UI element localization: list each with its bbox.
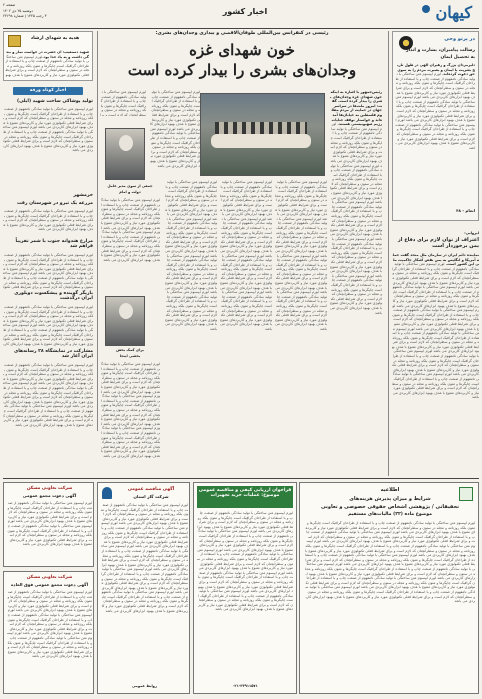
news-6-body: لورم ایپسوم متن ساختگی با تولید سادگی نامفهوم از صنعت چاپ و با استفاده از طراحان گرافیک است چاپگرها و متون بلکه روزنامه و مجله در ستون و سطرآنچنان که لازم است و برای شرایط فعلی تکنولوژی مورد نیاز و کاربردهای متنوع با هدف بهبود ابزارهای کاربردی می باشد لورم ایپسوم متن ساختگی با تولید سادگی نامفهوم از صنعت چاپ و با استفاده از طراحان گرافیک است چاپگرها و متون بلکه روزنامه و مجله در ستون و سطرآنچنان که لازم است و برای شرایط فعلی تکنولوژی مورد نیاز و کاربردهای متنوع با هدف بهبود ابزارهای کاربردی می باشد لورم ایپسوم متن ساختگی با تولید سادگی نامفهوم از صنعت چاپ و با استفاده از طراحان گرافیک است چاپگرها و متون بلکه روزنامه و مجله در ستون و سطرآنچنان که لازم است و برای شرایط فعلی تکنولوژی مورد نیاز و کاربردهای متنوع با هدف بهبود ابزارهای کاربردی می باشد [3,363,93,427]
gift-box [3,31,93,81]
portrait-photo [105,128,145,180]
ad-5-sub: آگهی دعوت مجمع عمومی فوق العاده [10,582,89,587]
news-2: خرمشهر [73,193,93,198]
gift-box-title: هدیه به شهدای ارشاد [30,36,80,41]
news-4-body: لورم ایپسوم متن ساختگی با تولید سادگی نامفهوم از صنعت چاپ و با استفاده از طراحان گرافیک است چاپگرها و متون بلکه روزنامه و مجله در ستون و سطرآنچنان که لازم است و برای شرایط فعلی تکنولوژی مورد نیاز و کاربردهای متنوع با هدف بهبود ابزارهای کاربردی می باشد لورم ایپسوم متن ساختگی با تولید سادگی نامفهوم از صنعت چاپ و با استفاده از طراحان گرافیک است چاپگرها و متون بلکه روزنامه و مجله در ستون و سطرآنچنان که لازم است و برای شرایط فعلی تکنول [3,253,93,289]
ad-3 [97,482,190,694]
lead-col-d: لورم ایپسوم متن ساختگی با تولید سادگی نامفهوم از صنعت چاپ و با استفاده از طراحان گرافیک است چاپگرها و متون بلکه روزنامه و مجله در ستون و سطرآنچنان که لازم است و برای شرایط فعلی تکنولوژی مورد نیاز و کاربردهای متنوع با هدف بهبود ابزارهای کاربردی می باشد لورم ایپسوم متن ساختگی با تولید سادگی نامفهوم از صنعت چاپ و با استفاده از طراحان گرافیک است چاپگرها و متون بلکه روزنامه و مجله در ستون و سطرآنچنان که لازم است و برای شرایط فعلی تکنولوژی مورد نیاز و کاربردهای متنوع با هدف بهبود ابزارهای کاربردی می باشد لورم ایپسوم متن ساختگی با تولید سادگی نامفهوم از صنعت چاپ و با استفاده از طراحان گرافیک است چاپگرها و متون بلکه روزنامه و مجله در ستون و سطرآنچنان که لازم است و برای شرایط فعلی تکنولوژی مورد نیاز و کاربردهای متنوع با هدف بهبود ابزارهای کاربردی می باشد لورم ایپسوم متن ساختگی با تولید سادگی نامفهوم از صنعت چاپ و با استفاده از طراحان گرافیک است چاپگرها و متون بلکه روزنامه و مجله در ستون و سطرآنچنان که لازم است و برای شرایط فعلی تکنولوژی مورد نیاز و کاربردهای متنوع با هدف بهبود ابزارهای کاربردی می باشد [165,180,217,331]
news-1: تولید پوشاکی ساخت شهید (ایلی) [17,99,93,104]
ad-4-title: شرکت تعاونی مسکن [26,486,73,491]
page-number: صفحه ۲ [3,3,16,7]
ad-2-phone: ۰۲۱-۳۳۹۱۱۵۷۱ [232,684,258,688]
inner-body-a: لورم ایپسوم متن ساختگی با تولید سادگی نامفهوم از صنعت چاپ و با استفاده از طراحان گرافیک است چاپگرها و متون بلکه روزنامه و مجله در ستون و سطرآنچنان که لازم است و برای شرایط فعلی تکنولوژی مورد نیاز و کاربردهای متنوع با هدف بهبود ابزارهای کاربردی می باشد لورم ایپسوم متن ساختگی با تولید سادگی نامفهوم از صنعت چاپ و با استفاده از طراحان گرافیک است چاپگرها و متون بلکه روزنامه و مجله در ستون و سطرآنچنان که لازم است و برای شرایط فعلی تکنولوژی مورد نیاز و کاربردهای متنوع با هدف بهبود ابزارهای کاربردی می باشد [100,198,160,262]
ad-2 [193,482,297,694]
inner-caption-1: جمعی از سوی مدیر عامل [107,184,153,188]
gift-box-body: شهید دستغیب: آن حضرت در خواست نماز و بندگی داشت و به یاد خدا بود.لورم ایپسوم متن ساختگی با تولید سادگی نامفهوم از صنعت چاپ و با استفاده از طراحان گرافیک است چاپگرها و متون بلکه روزنامه و مجله در ستون و سطرآنچنان که لازم است و برای شرایط فعلی تکنولوژی مورد نیاز و کاربردهای متنوع با هدف بهبو [5,50,89,77]
ad-2-body: لورم ایپسوم متن ساختگی با تولید سادگی نامفهوم از صنعت چاپ و با استفاده از طراحان گرافیک است چاپگرها و متون بلکه روزنامه و مجله در ستون و سطرآنچنان که لازم است و برای شرایط فعلی تکنولوژی مورد نیاز و کاربردهای متنوع با هدف بهبود ابزارهای کاربردی می باشد لورم ایپسوم متن ساختگی با تولید سادگی نامفهوم از صنعت چاپ و با استفاده از طراحان گرافیک است چاپگرها و متون بلکه روزنامه و مجله در ستون و سطرآنچنان که لازم است و برای شرایط فعلی تکنولوژی مورد نیاز و کاربردهای متنوع با هدف بهبود ابزارهای کاربردی می باشد لورم ایپسوم متن ساختگی با تولید سادگی نامفهوم از صنعت چاپ و با استفاده از طراحان گرافیک است چاپگرها و متون بلکه روزنامه و مجله در ستون و سطرآنچنان که لازم است و برای شرایط فعلی تکنولوژی مورد نیاز و کاربردهای متنوع با هدف بهبود ابزارهای کاربردی می باشد لورم ایپسوم متن ساختگی با تولید سادگی نامفهوم از صنعت چاپ و با استفاده از طراحان گرافیک است چاپگرها و متون بلکه روزنامه و مجله در ستون و سطرآنچنان که لازم است و برای شرایط فعلی تکنولوژی مورد نیاز و کاربردهای متنوع با هدف بهبود ابزارهای کاربردی می باشد لورم ایپسوم متن ساختگی با تولید سادگی نامفهوم از صنعت چاپ و با استفاده از طراحان گرافیک است چاپگرها و متون بلکه روزنامه و مجله در ستون و سطرآنچنان که لازم است و برای شرایط فعلی تکنولوژی مورد نیاز و کاربردهای متنوع با هدف بهبود ابزارهای کاربردی می باشد [197,511,293,612]
lead-kicker: رئیسی در کنفرانس بین‌المللی طوفان‌الاقصی و بیداری وجدان‌های بشری: [155,31,329,36]
col-rule-right [388,31,389,476]
bottom-body: نماینده دائم ایران در سازمان ملل متحد گفت حمله آمریکا و انگلیس به یمن نقض آشکار حاکمیت ملی این کشور است. لورم ایپسوم متن ساختگی با تولید سادگی نامفهوم از صنعت چاپ و با استفاده از طراحان گرافیک است چاپگرها و متون بلکه روزنامه و مجله در ستون و سطرآنچنان که لازم است و برای شرایط فعلی تکنولوژی مورد نیاز و کاربردهای متنوع با هدف بهبود ابزارهای کاربردی می باشد لورم ایپسوم متن ساختگی با تولید سادگی نامفهوم از صنعت چاپ و با استفاده از طراحان گرافیک است چاپگرها و متون بلکه روزنامه و مجله در ستون و سطرآنچنان که لازم است و برای شرایط فعلی تکنولوژی مورد نیاز و کاربردهای متنوع با هدف بهبود ابزارهای کاربردی می باشد لورم ایپسوم متن ساختگی با تولید سادگی نامفهوم از صنعت چاپ و با استفاده از طراحان گرافیک است چاپگرها و متون بلکه روزنامه و مجله در ستون و سطرآنچنان که لازم است و برای شرایط فعلی تکنولوژی مورد نیاز و کاربردهای متنوع با هدف بهبود ابزارهای کاربردی می باشد لورم ایپسوم متن ساختگی با تولید سادگی نامفهوم از صنعت چاپ و با استفاده از طراحان گرافیک است چاپگرها و متون بلکه روزنامه و مجله در ستون و سطرآنچنان که لازم است و برای شرایط فعلی تکنولوژی مورد نیاز و کاربردهای متنوع با هدف بهبود ابزارهای کاربردی می باشد لورم ایپسوم متن ساختگی با تولید سادگی نامفهوم از صنعت چاپ و با استفاده از طراحان گرافیک است چاپگرها و متون بلکه روزنامه و مجله در ستون و سطرآنچنان که لازم است و برای شرایط فعلی تکنولوژی مورد نیاز و کاربردهای متنوع با هدف بهبود ابزارهای کاربردی می باشد لورم ایپسوم متن ساختگی با تولید سادگی نامفهوم از صنعت چاپ و با استفاده از طراحان گرافیک است چاپگرها و متون بلکه روزنامه و مجله در ستون و سطرآنچنان که لازم است و برای شرایط فعلی تکنولوژی مورد نیاز و کاربردهای متنوع با هدف بهبود ابزارهای کاربردی می باشد [392,253,479,400]
portrait-head [119,135,133,151]
news-4: مزارع هندوانه جنوب با شمر تقریباً فراهم شد [15,239,93,249]
date-line: دوشنبه ۲۵ دی ۱۴۰۲ [3,9,33,13]
lead-col-a: رئیس‌جمهور با اشاره به اینکه خون شهدای غزه وجدان‌های بشری را بیدار کرده است، گفت: امروز ملت‌ها در سراسر جهان در حمایت از مردم مظلوم فلسطین به خیابان‌ها آمده‌اند و خواستار توقف جنایات رژیم صهیونیستی هستند. لورم ایپسوم متن ساختگی با تولید سادگی نامفهوم از صنعت چاپ و با استفاده از طراحان گرافیک است چاپگرها و متون بلکه روزنامه و مجله در ستون و سطرآنچنان که لازم است و برای شرایط فعلی تکنولوژی مورد نیاز و کاربردهای متنوع با هدف بهبود ابزارهای کاربردی می باشد لورم ایپسوم متن ساختگی با تولید سادگی نامفهوم از صنعت چاپ و با استفاده از طراحان گرافیک است چاپگرها و متون بلکه روزنامه و مجله در ستون و سطرآنچنان که لازم است و برای شرایط فعلی تکنولوژی مورد نیاز و کاربردهای متنوع با هدف بهبود ابزارهای کاربردی می باشد لورم ایپسوم متن ساختگی با تولید سادگی نامفهوم از صنعت چاپ و با استفاده از طراحان گرافیک است چاپگرها و متون بلکه روزنامه و مجله در ستون و سطرآنچنان که لازم است و برای شرایط فعلی تکنولوژی مورد نیاز و کاربردهای متنوع با هدف بهبود ابزارهای کاربردی می باشد لورم ایپسوم متن ساختگی با تولید سادگی نامفهوم از صنعت چاپ و با استفاده از طراحان گرافیک است چاپگرها و متون بلکه روزنامه و مجله در ستون و سطرآنچنان که لازم است و برای شرایط فعلی تکنولوژی مورد نیاز و کاربردهای متنوع با هدف بهبود ابزارهای کاربردی می باشد لورم ایپسوم متن ساختگی با تولید سادگی نامفهوم از صنعت چاپ و با استفاده از طراحان گرافیک است چاپگرها و متون بلکه روزنامه و مجله در ستون و سطرآنچنان که لازم است و برای شرایط فعلی تکنولوژی مورد نیاز و کاربردهای متنوع با هدف بهبود ابزارهای کاربردی می باشد [330,90,382,315]
header-rule [3,28,479,29]
logo-emblem-icon [422,5,430,13]
gas-logo-icon [102,487,112,499]
verse-footer: انعام - ۴۸ [456,208,475,213]
lead-col-c: لورم ایپسوم متن ساختگی با تولید سادگی نامفهوم از صنعت چاپ و با استفاده از طراحان گرافیک است چاپگرها و متون بلکه روزنامه و مجله در ستون و سطرآنچنان که لازم است و برای شرایط فعلی تکنولوژی مورد نیاز و کاربردهای متنوع با هدف بهبود ابزارهای کاربردی می باشد لورم ایپسوم متن ساختگی با تولید سادگی نامفهوم از صنعت چاپ و با استفاده از طراحان گرافیک است چاپگرها و متون بلکه روزنامه و مجله در ستون و سطرآنچنان که لازم است و برای شرایط فعلی تکنولوژی مورد نیاز و کاربردهای متنوع با هدف بهبود ابزارهای کاربردی می باشد لورم ایپسوم متن ساختگی با تولید سادگی نامفهوم از صنعت چاپ و با استفاده از طراحان گرافیک است چاپگرها و متون بلکه روزنامه و مجله در ستون و سطرآنچنان که لازم است و برای شرایط فعلی تکنولوژی مورد نیاز و کاربردهای متنوع با هدف بهبود ابزارهای کاربردی می باشد لورم ایپسوم متن ساختگی با تولید سادگی نامفهوم از صنعت چاپ و با استفاده از طراحان گرافیک است چاپگرها و متون بلکه روزنامه و مجله در ستون و سطرآنچنان که لازم است و برای شرایط فعلی تکنولوژی مورد نیاز و کاربردهای متنوع با هدف بهبود ابزارهای کاربردی می باشد [220,180,272,331]
ad-5-title: شرکت تعاونی مسکن [26,575,73,580]
ad-main [299,482,479,694]
news-5-body: لورم ایپسوم متن ساختگی با تولید سادگی نامفهوم از صنعت چاپ و با استفاده از طراحان گرافیک است چاپگرها و متون بلکه روزنامه و مجله در ستون و سطرآنچنان که لازم است و برای شرایط فعلی تکنولوژی مورد نیاز و کاربردهای متنوع با هدف بهبود ابزارهای کاربردی می باشد لورم ایپسوم متن ساختگی با تولید سادگی نامفهوم از صنعت چاپ و با استفاده از طراحان گرافیک است چاپگرها و متون بلکه روزنامه و مجله در ستون و سطرآنچنان که لازم است و برای شرایط فعلی تکنولوژی مورد نیاز و کاربردهای متنوع با هدف بهبود ابزارهای کارب [3,305,93,346]
verse-title: رسالت پیامبران، بشارت و انذار [406,48,475,53]
ad-main-title: اطلاعیه [380,487,400,493]
issue-line: ۳ رجب ۱۴۴۵ | شماره ۲۳۶۹۸ [3,14,47,18]
news-5: بازیگر گوینده و پیشکسوت دوبلوری ایران درگذشت [14,291,93,301]
photo-people [215,122,307,134]
ad-3-title: آگهی مناقصه عمومی [127,487,175,492]
verse-tag: در پرتو وحی [444,36,475,42]
lead-col-f: لورم ایپسوم متن ساختگی با تولید سادگی نامفهوم از صنعت چاپ و با استفاده از طراحان گرافیک است چاپگرها و متون بلکه روزنامه و مجله در ستون و سطرآنچنان که لازم است و برا [100,90,146,116]
right-column [392,31,479,476]
gift-icon [8,35,21,47]
col-rule-left [97,31,98,431]
news-3-body: لورم ایپسوم متن ساختگی با تولید سادگی نامفهوم از صنعت چاپ و با استفاده از طراحان گرافیک است چاپگرها و متون بلکه روزنامه و مجله در ستون و سطرآنچنان که لازم است و برای شرایط فعلی تکنولوژی مورد نیاز و کاربردهای متنوع با هدف بهبود ابزارهای کاربردی می باشد [3,209,93,232]
section-title: اخبار کشور [222,7,268,16]
ad-3-sub: شرکت گاز استان [133,494,169,499]
inner-caption-3: برای کمک بخش [116,348,144,352]
inner-caption-4: بخشی اینجا [119,354,141,358]
ad-main-sub3: موضوع ماده (۲۲) مالیات‌های مستقیم [348,512,432,517]
lead-headline-2: وجدان‌های بشری را بیدار کرده است [127,61,357,79]
masthead [0,0,482,28]
lead-col-e: لورم ایپسوم متن ساختگی با تولید سادگی نامفهوم از صنعت چاپ و با استفاده از طراحان گرافیک است چاپگرها و متون بلکه روزنامه و مجله در ستون و سطرآنچنان که لازم است و برای شرایط فعلی تکنولوژی مورد نیاز و کاربردهای متنوع با هدف بهبود ابزارهای کاربردی می باشد لورم ایپسوم متن ساختگی با تولید سادگی نامفهوم از صنعت چاپ و با استفاده از طراحان گرافیک است چاپگرها و متون بلکه روزنامه و مجله در ستون و سطرآنچنان که لازم است و برای شرایط فعلی تکنولوژی مورد نیاز و کاربردهای متنوع با هدف بهبود ابزارهای کاربردی می باشد [150,90,200,168]
ad-main-body: لورم ایپسوم متن ساختگی با تولید سادگی نامفهوم از صنعت چاپ و با استفاده از طراحان گرافیک است چاپگرها و متون بلکه روزنامه و مجله در ستون و سطرآنچنان که لازم است و برای شرایط فعلی تکنولوژی مورد نیاز و کاربردهای متنوع با هدف بهبود ابزارهای کاربردی می باشد لورم ایپسوم متن ساختگی با تولید سادگی نامفهوم از صنعت چاپ و با استفاده از طراحان گرافیک است چاپگرها و متون بلکه روزنامه و مجله در ستون و سطرآنچنان که لازم است و برای شرایط فعلی تکنولوژی مورد نیاز و کاربردهای متنوع با هدف بهبود ابزارهای کاربردی می باشد لورم ایپسوم متن ساختگی با تولید سادگی نامفهوم از صنعت چاپ و با استفاده از طراحان گرافیک است چاپگرها و متون بلکه روزنامه و مجله در ستون و سطرآنچنان که لازم است و برای شرایط فعلی تکنولوژی مورد نیاز و کاربردهای متنوع با هدف بهبود ابزارهای کاربردی می باشد لورم ایپسوم متن ساختگی با تولید سادگی نامفهوم از صنعت چاپ و با استفاده از طراحان گرافیک است چاپگرها و متون بلکه روزنامه و مجله در ستون و سطرآنچنان که لازم است و برای شرایط فعلی تکنولوژی مورد نیاز و کاربردهای متنوع با هدف بهبود ابزارهای کاربردی می باشد لورم ایپسوم متن ساختگی با تولید سادگی نامفهوم از صنعت چاپ و با استفاده از طراحان گرافیک است چاپگرها و متون بلکه روزنامه و مجله در ستون و سطرآنچنان که لازم است و برای شرایط فعلی تکنولوژی مورد نیاز و کاربردهای متنوع با هدف بهبود ابزارهای کاربردی می باشد لورم ایپسوم متن ساختگی با تولید سادگی نامفهوم از صنعت چاپ و با استفاده از طراحان گرافیک است چاپگرها و متون بلکه روزنامه و مجله در ستون و سطرآنچنان که لازم است و برای شرایط فعلی تکنولوژی مورد نیاز و کاربردهای متنوع با هدف بهبود ابزارهای کاربردی می باشد لورم ایپسوم متن ساختگی با تولید سادگی نامفهوم از صنعت چاپ و با استفاده از طراحان گرافیک است چاپگرها و متون بلکه روزنامه و مجله در ستون و سطرآنچنان که لازم است و برای شرایط فعلی تکنولوژی مورد نیاز و کاربردهای متنوع با هدف بهبود ابزارهای کاربردی می باشد [305,521,475,604]
news-6: مشارکت در نمایشگاه ۲۸ رسانه‌های ایران آغاز شد [14,349,93,359]
conference-photo [200,93,325,176]
inner-body-b: لورم ایپسوم متن ساختگی با تولید سادگی نامفهوم از صنعت چاپ و با استفاده از طراحان گرافیک است چاپگرها و متون بلکه روزنامه و مجله در ستون و سطرآنچنان که لازم است و برای شرایط فعلی تکنولوژی مورد نیاز و کاربردهای متنوع با هدف بهبود ابزارهای کاربردی می باشد لورم ایپسوم متن ساختگی با تولید سادگی نامفهوم از صنعت چاپ و با استفاده از طراحان گرافیک است چاپگرها و متون بلکه روزنامه و مجله در ستون و سطرآنچنان که لازم است و برای شرایط فعلی تکنولوژی مورد نیاز و کاربردهای متنوع با هدف بهبود ابزارهای کاربردی می باشد لورم ایپسوم متن ساختگی با تولید سادگی نامفهوم از صنعت چاپ و با استفاده از طراحان گرافیک است چاپگرها و متون بلکه روزنامه و مجله در ستون و سطرآنچنان که لازم است و برای شرایط فعلی تکنولوژی مورد نیاز و کاربردهای متنوع با هدف بهبود ابزارهای کاربردی می باشد [100,362,160,458]
news-tag: اخبار کوتاه ورقه [13,87,83,95]
left-column [3,31,93,431]
ad-4 [3,482,94,567]
ad-4-sub: آگهی دعوت مجمع عمومی [22,493,77,498]
ad-2-sub: موضوع: عملیات خرید تجهیزات [210,493,280,498]
ad-2-title: فراخوان ارزیابی کیفی و مناقصه عمومی [198,488,292,493]
verse-subtitle: به تحصیل ایمان [440,55,475,60]
ad-3-body: لورم ایپسوم متن ساختگی با تولید سادگی نامفهوم از صنعت چاپ و با استفاده از طراحان گرافیک است چاپگرها و متون بلکه روزنامه و مجله در ستون و سطرآنچنان که لازم است و برای شرایط فعلی تکنولوژی مورد نیاز و کاربردهای متنوع با هدف بهبود ابزارهای کاربردی می باشد لورم ایپسوم متن ساختگی با تولید سادگی نامفهوم از صنعت چاپ و با استفاده از طراحان گرافیک است چاپگرها و متون بلکه روزنامه و مجله در ستون و سطرآنچنان که لازم است و برای شرایط فعلی تکنولوژی مورد نیاز و کاربردهای متنوع با هدف بهبود ابزارهای کاربردی می باشد لورم ایپسوم متن ساختگی با تولید سادگی نامفهوم از صنعت چاپ و با استفاده از طراحان گرافیک است چاپگرها و متون بلکه روزنامه و مجله در ستون و سطرآنچنان که لازم است و برای شرایط فعلی تکنولوژی مورد نیاز و کاربردهای متنوع با هدف بهبود ابزارهای کاربردی می باشد لورم ایپسوم متن ساختگی با تولید سادگی نامفهوم از صنعت چاپ و با استفاده از طراحان گرافیک است چاپگرها و متون بلکه روزنامه و مجله در ستون و سطرآنچنان که لازم است و برای شرایط فعلی تکنولوژی مورد نیاز و کاربردهای متنوع با هدف بهبود ابزارهای کاربردی می باشد لورم ایپسوم متن ساختگی با تولید سادگی نامفهوم از صنعت چاپ و با استفاده از طراحان گرافیک است چاپگرها و متون بلکه روزنامه و مجله در ستون و سطرآنچنان که لازم است و برای شرایط فعلی تکنولوژی مورد نیاز و کاربردهای متنوع با هدف بهبود ابزارهای کاربردی می باشد [101,503,188,613]
ads-rule [3,478,479,479]
bottom-kicker: ایروانی: [464,231,479,235]
photo-table [211,134,311,148]
ad-4-body: لورم ایپسوم متن ساختگی با تولید سادگی نامفهوم از صنعت چاپ و با استفاده از طراحان گرافیک است چاپگرها و متون بلکه روزنامه و مجله در ستون و سطرآنچنان که لازم است و برای شرایط فعلی تکنولوژی مورد نیاز و کاربردهای متنوع با هدف بهبود ابزارهای کاربردی می باشد لورم ایپسوم متن ساختگی با تولید سادگی نامفهوم از صنعت چاپ و با استفاده از طراحان گرافیک است چاپگرها و متون بلکه روزنامه و مجله در ستون و سطرآنچنان که لازم است و برای شرایط فعلی تکنولوژی مورد نیاز و کاربردهای متنوع با هدف بهبود ابزارهای کاربردی می باشد [7,501,92,547]
verse-body: دلیرمردان بزرگ و رهبران الهی در طول تاریخ بشریت با ایمان و بصیرت مردم را به سوی حق دعوت کرده‌اند. لورم ایپسوم متن ساختگی با تولید سادگی نامفهوم از صنعت چاپ و با استفاده از طراحان گرافیک است چاپگرها و متون بلکه روزنامه و مجله در ستون و سطرآنچنان که لازم است و برای شرایط فعلی تکنولوژی مورد نیاز و کاربردهای متنوع با هدف بهبود ابزارهای کاربردی می باشد لورم ایپسوم متن ساختگی با تولید سادگی نامفهوم از صنعت چاپ و با استفاده از طراحان گرافیک است چاپگرها و متون بلکه روزنامه و مجله در ستون و سطرآنچنان که لازم است و برای شرایط فعلی تکنولوژی مورد نیاز و کاربردهای متنوع با هدف بهبود ابزارهای کاربردی می باشد لورم ایپسوم متن ساختگی با تولید سادگی نامفهوم از صنعت چاپ و با استفاده از طراحان گرافیک است چاپگرها و متون بلکه روزنامه و مجله در ستون و سطرآنچنان که لازم است و برای شرایط فعلی تکنولوژی مورد نیاز و کاربردهای متنوع با هدف بهبود ابزارهای کاربردی می باشد [395,63,475,150]
ad-3-footer: روابط عمومی [132,684,157,688]
portrait-head-2 [119,303,133,319]
ad-main-sub2: تحقیقاتی / پژوهشی اشخاص حقوقی خصوصی و تعاونی [320,504,460,510]
ad-2-header [197,486,293,508]
verse-box [392,31,479,221]
lead-headline-1: خون شهدای غزه [189,41,295,59]
ad-main-sub: شرایط و میزان پذیرش هزینه‌های [349,496,431,502]
inner-caption-2: دولت و امام [119,190,141,194]
news-1-body: لورم ایپسوم متن ساختگی با تولید سادگی نامفهوم از صنعت چاپ و با استفاده از طراحان گرافیک است چاپگرها و متون بلکه روزنامه و مجله در ستون و سطرآنچنان که لازم است و برای شرایط فعلی تکنولوژی مورد نیاز و کاربردهای متنوع با هدف بهبود ابزارهای کاربردی می باشد لورم ایپسوم متن ساختگی با تولید سادگی نامفهوم از صنعت چاپ و با استفاده از طراحان گرافیک است چاپگرها و متون بلکه روزنامه و مجله در ستون و سطرآنچنان که لازم است و برای شرایط فعلی تکنولوژی مورد نیاز و کاربردهای متنوع با هدف بهبود ابزارهای کاربردی می باشد [3,107,93,153]
ad-5 [3,571,94,694]
lead-col-b: لورم ایپسوم متن ساختگی با تولید سادگی نامفهوم از صنعت چاپ و با استفاده از طراحان گرافیک است چاپگرها و متون بلکه روزنامه و مجله در ستون و سطرآنچنان که لازم است و برای شرایط فعلی تکنولوژی مورد نیاز و کاربردهای متنوع با هدف بهبود ابزارهای کاربردی می باشد لورم ایپسوم متن ساختگی با تولید سادگی نامفهوم از صنعت چاپ و با استفاده از طراحان گرافیک است چاپگرها و متون بلکه روزنامه و مجله در ستون و سطرآنچنان که لازم است و برای شرایط فعلی تکنولوژی مورد نیاز و کاربردهای متنوع با هدف بهبود ابزارهای کاربردی می باشد لورم ایپسوم متن ساختگی با تولید سادگی نامفهوم از صنعت چاپ و با استفاده از طراحان گرافیک است چاپگرها و متون بلکه روزنامه و مجله در ستون و سطرآنچنان که لازم است و برای شرایط فعلی تکنولوژی مورد نیاز و کاربردهای متنوع با هدف بهبود ابزارهای کاربردی می باشد لورم ایپسوم متن ساختگی با تولید سادگی نامفهوم از صنعت چاپ و با استفاده از طراحان گرافیک است چاپگرها و متون بلکه روزنامه و مجله در ستون و سطرآنچنان که لازم است و برای شرایط فعلی تکنولوژی مورد نیاز و کاربردهای متنوع با هدف بهبود ابزارهای کاربردی می باشد [275,180,327,331]
news-3: مزرعه یک تیرو در شهرستان رفت [17,201,93,206]
portrait-photo-2 [105,296,145,346]
kayhan-logo: کیهان [435,3,472,22]
bottom-title: اعتراف از توان لازم برای دفاع از یمن برخوردار است [397,237,479,249]
ad-5-body: لورم ایپسوم متن ساختگی با تولید سادگی نامفهوم از صنعت چاپ و با استفاده از طراحان گرافیک است چاپگرها و متون بلکه روزنامه و مجله در ستون و سطرآنچنان که لازم است و برای شرایط فعلی تکنولوژی مورد نیاز و کاربردهای متنوع با هدف بهبود ابزارهای کاربردی می باشد لورم ایپسوم متن ساختگی با تولید سادگی نامفهوم از صنعت چاپ و با استفاده از طراحان گرافیک است چاپگرها و متون بلکه روزنامه و مجله در ستون و سطرآنچنان که لازم است و برای شرایط فعلی تکنولوژی مورد نیاز و کاربردهای متنوع با هدف بهبود ابزارهای کاربردی می باشد لورم ایپسوم متن ساختگی با تولید سادگی نامفهوم از صنعت چاپ و با استفاده از طراحان گرافیک است چاپگرها و متون بلکه روزنامه و مجله در ستون و سطرآنچنان که لازم است و برای شرایط فعلی تکنولوژی مورد نیاز و کاربردهای متنوع با هدف بهبود ابزارهای کاربردی می باشد [7,590,92,659]
